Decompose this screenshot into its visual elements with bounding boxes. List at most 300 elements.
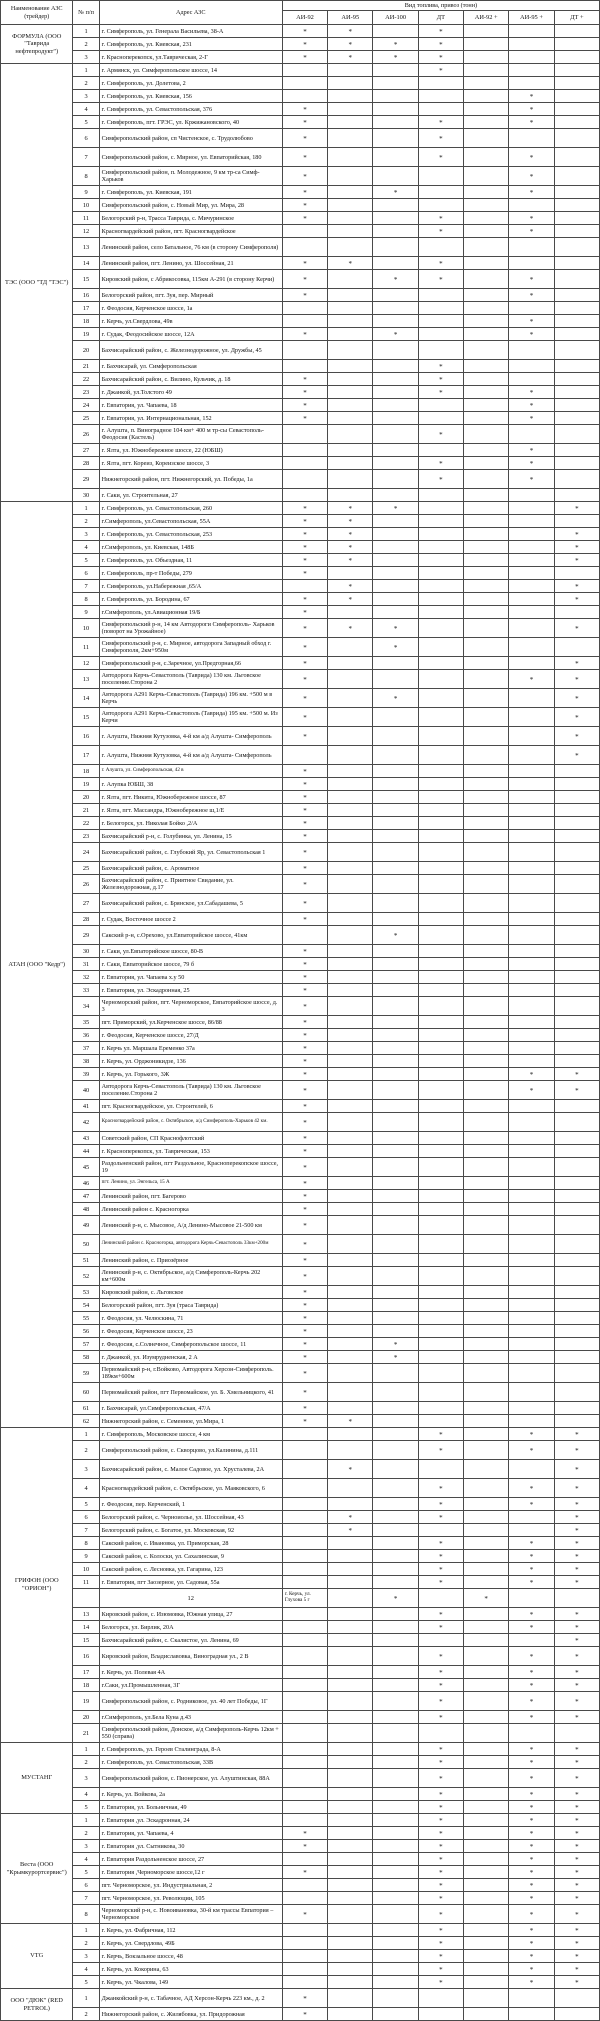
fuel-cell-ai92: *: [282, 502, 327, 515]
azs-address: Белогорский район, с. Богатое, ул. Московская, 92: [99, 1524, 282, 1537]
fuel-cell-ai92-plus: [464, 103, 509, 116]
fuel-cell-dt-plus: [554, 1158, 599, 1177]
fuel-cell-ai92-plus: [464, 1081, 509, 1100]
fuel-cell-ai95-plus: *: [509, 1905, 554, 1924]
fuel-cell-dt: [418, 657, 463, 670]
table-row: [1, 1081, 600, 1100]
table-row: [1, 444, 600, 457]
fuel-cell-ai95-plus: [509, 238, 554, 257]
azs-address: г. Армянск, ул. Симферопольское шоссе, 14: [99, 64, 282, 77]
fuel-cell-dt: [418, 1402, 463, 1415]
fuel-cell-ai92-plus: [464, 894, 509, 913]
azs-address: г. Феодосия, Керченское шоссе, 27/Д: [99, 1029, 282, 1042]
table-row: [1, 1905, 600, 1924]
fuel-cell-ai92: [282, 1679, 327, 1692]
fuel-cell-ai95: [328, 1647, 373, 1666]
fuel-cell-ai95: [328, 1190, 373, 1203]
row-number: [73, 1589, 99, 1608]
fuel-cell-dt: [418, 1589, 463, 1608]
fuel-cell-dt: *: [418, 212, 463, 225]
fuel-cell-ai92-plus: [464, 51, 509, 64]
fuel-cell-dt: *: [418, 373, 463, 386]
fuel-cell-ai92-plus: [464, 554, 509, 567]
fuel-cell-ai95: [328, 470, 373, 489]
trader-name-cell: ГРИФОН (ООО "ОРИОН"): [1, 1428, 73, 1743]
fuel-cell-dt-plus: *: [554, 708, 599, 727]
fuel-cell-ai92: [282, 1666, 327, 1679]
fuel-cell-ai100: [373, 412, 418, 425]
azs-address: г. Ялта, пгт. Кореиз, Кореизское шоссе, 3: [99, 457, 282, 470]
fuel-cell-ai92-plus: [464, 1177, 509, 1190]
fuel-cell-ai95-plus: [509, 199, 554, 212]
fuel-cell-ai92-plus: [464, 1479, 509, 1498]
fuel-cell-dt: *: [418, 270, 463, 289]
trader-name-cell: МУСТАНГ: [1, 1743, 73, 1814]
row-number: 3: [73, 90, 99, 103]
fuel-cell-ai95: [328, 1711, 373, 1724]
fuel-cell-ai100: [373, 1383, 418, 1402]
fuel-cell-ai92-plus: [464, 593, 509, 606]
fuel-cell-ai92: *: [282, 1158, 327, 1177]
azs-address: Кировский район, с. Изюмовка, Южная улица, 27: [99, 1608, 282, 1621]
fuel-cell-ai95: [328, 1963, 373, 1976]
fuel-cell-ai95-plus: [509, 515, 554, 528]
fuel-cell-ai92-plus: [464, 1550, 509, 1563]
azs-address: г. Евпатория, ул. Чапаева, 18: [99, 399, 282, 412]
fuel-cell-ai95-plus: *: [509, 1711, 554, 1724]
fuel-cell-ai92-plus: [464, 90, 509, 103]
fuel-cell-ai92-plus: [464, 1428, 509, 1441]
fuel-cell-ai95-plus: *: [509, 116, 554, 129]
azs-address: г. Джанкой, ул.Толстого 49: [99, 386, 282, 399]
header-fuel-dt-plus: ДТ +: [554, 11, 599, 25]
fuel-cell-dt: *: [418, 129, 463, 148]
fuel-cell-ai100: [373, 1441, 418, 1460]
table-row: [1, 1203, 600, 1216]
table-row: [1, 225, 600, 238]
fuel-cell-dt-plus: *: [554, 1769, 599, 1788]
fuel-cell-ai100: [373, 1029, 418, 1042]
fuel-cell-dt: [418, 199, 463, 212]
fuel-cell-ai95: [328, 1866, 373, 1879]
table-row: [1, 1286, 600, 1299]
fuel-cell-ai95: [328, 1989, 373, 2008]
fuel-cell-ai95-plus: [509, 894, 554, 913]
fuel-cell-dt: *: [418, 64, 463, 77]
fuel-cell-ai95-plus: [509, 1267, 554, 1286]
row-number: 32: [73, 971, 99, 984]
fuel-cell-dt-plus: *: [554, 1827, 599, 1840]
fuel-cell-dt: [418, 1267, 463, 1286]
row-number: 24: [73, 399, 99, 412]
fuel-cell-dt-plus: [554, 945, 599, 958]
fuel-cell-ai92: *: [282, 129, 327, 148]
fuel-cell-ai95-plus: *: [509, 1081, 554, 1100]
fuel-cell-ai95: [328, 315, 373, 328]
fuel-cell-dt: [418, 1383, 463, 1402]
fuel-cell-dt: *: [418, 1827, 463, 1840]
fuel-cell-ai100: [373, 1286, 418, 1299]
fuel-cell-ai92-plus: [464, 1235, 509, 1254]
fuel-cell-ai95: [328, 638, 373, 657]
fuel-cell-dt-plus: *: [554, 746, 599, 765]
fuel-cell-ai95: [328, 1743, 373, 1756]
fuel-cell-ai95-plus: [509, 425, 554, 444]
row-number: 5: [73, 554, 99, 567]
table-row: [1, 1989, 600, 2008]
fuel-cell-ai92: [282, 1524, 327, 1537]
fuel-cell-ai100: [373, 257, 418, 270]
azs-address: г. Керчь, ул. Свердлова, 49Б: [99, 1937, 282, 1950]
azs-address: г. Керчь, ул.Свердлова, 49в: [99, 315, 282, 328]
table-row: [1, 1666, 600, 1679]
fuel-cell-ai95: *: [328, 1511, 373, 1524]
fuel-cell-ai92: *: [282, 1132, 327, 1145]
fuel-cell-ai92: *: [282, 1383, 327, 1402]
fuel-cell-dt: [418, 1029, 463, 1042]
table-header: [1, 1, 600, 25]
fuel-cell-ai100: [373, 528, 418, 541]
fuel-cell-ai95-plus: [509, 1235, 554, 1254]
fuel-cell-dt: *: [418, 225, 463, 238]
fuel-cell-ai92: *: [282, 1351, 327, 1364]
fuel-cell-ai92: [282, 1801, 327, 1814]
fuel-cell-ai92: [282, 746, 327, 765]
row-number: 11: [73, 1576, 99, 1589]
fuel-cell-ai100: [373, 593, 418, 606]
fuel-cell-ai92-plus: [464, 1647, 509, 1666]
fuel-cell-ai95: [328, 1441, 373, 1460]
header-fuel-ai100: АИ-100: [373, 11, 418, 25]
fuel-cell-ai95-plus: [509, 791, 554, 804]
fuel-cell-dt: *: [418, 1711, 463, 1724]
row-number: 2: [73, 2008, 99, 2021]
azs-address: Белогорский район, пгт. Зуя (траса Таврида): [99, 1299, 282, 1312]
fuel-cell-ai95: [328, 1769, 373, 1788]
azs-address: Ленинский район, с. Приозёрное: [99, 1254, 282, 1267]
fuel-cell-dt: *: [418, 1621, 463, 1634]
fuel-cell-ai95-plus: *: [509, 289, 554, 302]
azs-address: Джанкойский р-н, с. Табачное, АД Херсон-Керчь 223 км., д. 2: [99, 1989, 282, 2008]
fuel-cell-dt-plus: *: [554, 689, 599, 708]
fuel-cell-ai92: *: [282, 212, 327, 225]
table-row: [1, 817, 600, 830]
fuel-cell-ai95-plus: [509, 1351, 554, 1364]
fuel-cell-dt-plus: [554, 1177, 599, 1190]
fuel-cell-dt: [418, 1100, 463, 1113]
fuel-cell-ai95: [328, 1608, 373, 1621]
row-number: 6: [73, 129, 99, 148]
row-number: 37: [73, 1042, 99, 1055]
table-row: [1, 1158, 600, 1177]
fuel-cell-ai92: *: [282, 843, 327, 862]
fuel-cell-ai92-plus: [464, 1100, 509, 1113]
azs-address: пгт. Приморский, ул.Керченское шоссе, 86/88: [99, 1016, 282, 1029]
fuel-cell-ai100: [373, 894, 418, 913]
fuel-cell-ai92: *: [282, 727, 327, 746]
fuel-cell-ai92-plus: [464, 1338, 509, 1351]
fuel-cell-ai95-plus: *: [509, 1853, 554, 1866]
fuel-cell-ai95: [328, 1267, 373, 1286]
azs-address: Бахчисарайский район, с. Приятное Свидание, ул. Железнодорожная, д.17: [99, 875, 282, 894]
fuel-cell-ai92-plus: [464, 1042, 509, 1055]
azs-address: г.Симферополь, ул. Киевская, 148Б: [99, 541, 282, 554]
row-number: 29: [73, 926, 99, 945]
azs-address: г. Керчь, ул. Орджоникидзе, 136: [99, 1055, 282, 1068]
table-row: [1, 894, 600, 913]
azs-address: г. Симферополь, пгт. ГРЭС, ул. Кржижановского, 40: [99, 116, 282, 129]
fuel-cell-ai95: [328, 913, 373, 926]
fuel-cell-ai95: [328, 1364, 373, 1383]
fuel-cell-ai92-plus: [464, 1866, 509, 1879]
fuel-cell-ai95-plus: *: [509, 186, 554, 199]
fuel-cell-dt-plus: *: [554, 1950, 599, 1963]
fuel-cell-dt-plus: [554, 804, 599, 817]
fuel-cell-ai92: *: [282, 38, 327, 51]
fuel-cell-dt-plus: [554, 341, 599, 360]
fuel-cell-ai92-plus: [464, 1608, 509, 1621]
fuel-cell-ai100: [373, 1634, 418, 1647]
fuel-cell-ai95-plus: [509, 843, 554, 862]
fuel-cell-ai92-plus: [464, 328, 509, 341]
fuel-cell-dt-plus: [554, 1132, 599, 1145]
fuel-cell-ai92: [282, 489, 327, 502]
fuel-cell-ai95-plus: *: [509, 1692, 554, 1711]
fuel-cell-ai92: *: [282, 148, 327, 167]
row-number: 20: [73, 341, 99, 360]
fuel-cell-ai92: *: [282, 708, 327, 727]
fuel-cell-ai95-plus: [509, 926, 554, 945]
fuel-cell-ai92-plus: [464, 1576, 509, 1589]
fuel-cell-ai92: *: [282, 1055, 327, 1068]
azs-address: г. Симферополь, ул. Генерала Васильева, 38-А: [99, 25, 282, 38]
fuel-cell-ai92-plus: [464, 1415, 509, 1428]
fuel-cell-dt-plus: [554, 25, 599, 38]
fuel-cell-ai95: [328, 1563, 373, 1576]
fuel-cell-ai95: *: [328, 38, 373, 51]
fuel-cell-ai92: [282, 1621, 327, 1634]
fuel-cell-ai95-plus: *: [509, 167, 554, 186]
row-number: 3: [73, 1460, 99, 1479]
fuel-cell-ai95-plus: [509, 580, 554, 593]
fuel-cell-ai92: *: [282, 328, 327, 341]
fuel-cell-dt-plus: [554, 1325, 599, 1338]
fuel-cell-ai100: [373, 238, 418, 257]
row-number: 2: [73, 1937, 99, 1950]
fuel-cell-ai95-plus: *: [509, 1666, 554, 1679]
table-row: [1, 541, 600, 554]
row-number: 48: [73, 1203, 99, 1216]
fuel-cell-ai92: [282, 1576, 327, 1589]
fuel-cell-ai92-plus: [464, 984, 509, 997]
fuel-cell-dt-plus: *: [554, 1550, 599, 1563]
fuel-cell-dt: *: [418, 1963, 463, 1976]
row-number: 35: [73, 1016, 99, 1029]
fuel-cell-dt: *: [418, 1666, 463, 1679]
row-number: 60: [73, 1383, 99, 1402]
fuel-cell-ai92: *: [282, 1042, 327, 1055]
fuel-cell-ai95: *: [328, 619, 373, 638]
fuel-cell-ai92-plus: [464, 341, 509, 360]
fuel-cell-ai95-plus: *: [509, 270, 554, 289]
fuel-cell-dt-plus: *: [554, 727, 599, 746]
fuel-cell-ai95-plus: [509, 1312, 554, 1325]
fuel-cell-ai92: [282, 425, 327, 444]
row-number: 9: [73, 1550, 99, 1563]
row-number: 14: [73, 1621, 99, 1634]
fuel-cell-dt: [418, 1190, 463, 1203]
fuel-cell-ai95-plus: [509, 984, 554, 997]
azs-address: Ленинский р-н, с. Мысовое, А/д Ленино-Мысовое 21-500 км: [99, 1216, 282, 1235]
azs-address: Нижнегорский район, с. Жилябовка, ул. Придорожная: [99, 2008, 282, 2021]
fuel-cell-ai92-plus: [464, 1190, 509, 1203]
table-row: [1, 804, 600, 817]
fuel-cell-ai100: *: [373, 1338, 418, 1351]
fuel-cell-dt-plus: [554, 90, 599, 103]
fuel-cell-dt: *: [418, 1924, 463, 1937]
row-number: 52: [73, 1267, 99, 1286]
fuel-cell-ai92-plus: [464, 1132, 509, 1145]
trader-name-cell: Веста (ООО "Крымкурортсервис"): [1, 1814, 73, 1924]
fuel-cell-ai92-plus: [464, 1853, 509, 1866]
fuel-cell-ai92: [282, 1479, 327, 1498]
fuel-cell-ai92-plus: [464, 1511, 509, 1524]
fuel-cell-ai100: *: [373, 328, 418, 341]
azs-address: г. Симферополь, Московское шоссе, 4 км: [99, 1428, 282, 1441]
fuel-cell-ai95-plus: *: [509, 1537, 554, 1550]
row-number: 1: [73, 1924, 99, 1937]
fuel-cell-ai92-plus: [464, 746, 509, 765]
table-row: [1, 257, 600, 270]
azs-address: Симферопольский р-н, 14 км Автодороги Симферополь- Харьков (поворот на Урожайное): [99, 619, 282, 638]
row-number: 27: [73, 894, 99, 913]
fuel-cell-ai95: [328, 1254, 373, 1267]
fuel-cell-ai95-plus: [509, 638, 554, 657]
fuel-cell-ai92-plus: [464, 1068, 509, 1081]
row-number: 38: [73, 1055, 99, 1068]
fuel-cell-ai95: [328, 270, 373, 289]
fuel-cell-ai100: [373, 1235, 418, 1254]
fuel-cell-dt: [418, 1724, 463, 1743]
fuel-cell-dt: *: [418, 360, 463, 373]
fuel-cell-ai100: *: [373, 1351, 418, 1364]
fuel-cell-ai92: *: [282, 1029, 327, 1042]
fuel-cell-ai100: [373, 1016, 418, 1029]
azs-address: Сакский район, с. Лесновка, ул. Гагарина, 123: [99, 1563, 282, 1576]
fuel-cell-dt-plus: *: [554, 1743, 599, 1756]
fuel-cell-dt: *: [418, 470, 463, 489]
row-number: 5: [73, 1976, 99, 1989]
azs-address: Ленинский район, пгт. Ленино, ул. Шоссейная, 21: [99, 257, 282, 270]
fuel-cell-ai100: [373, 1498, 418, 1511]
fuel-cell-dt: *: [418, 1498, 463, 1511]
fuel-cell-dt-plus: *: [554, 1692, 599, 1711]
azs-address: г. Керчь, ул. Горького, 3Ж: [99, 1068, 282, 1081]
fuel-cell-ai92-plus: [464, 1299, 509, 1312]
fuel-cell-ai95: [328, 830, 373, 843]
row-number: 31: [73, 958, 99, 971]
row-number: 57: [73, 1338, 99, 1351]
fuel-cell-ai95: [328, 689, 373, 708]
fuel-cell-ai95-plus: [509, 817, 554, 830]
fuel-cell-ai95: [328, 1402, 373, 1415]
fuel-cell-ai95: [328, 1692, 373, 1711]
fuel-cell-ai95-plus: [509, 1589, 554, 1608]
azs-address: Белогорский район, с. Черноиолье, ул. Шоссейная, 43: [99, 1511, 282, 1524]
row-number: 26: [73, 875, 99, 894]
fuel-cell-ai95-plus: [509, 1203, 554, 1216]
fuel-cell-ai92: *: [282, 765, 327, 778]
fuel-cell-ai95-plus: *: [509, 1976, 554, 1989]
row-number: 10: [73, 619, 99, 638]
fuel-cell-ai100: [373, 984, 418, 997]
table-row: [1, 51, 600, 64]
fuel-cell-dt-plus: [554, 302, 599, 315]
fuel-cell-ai95: *: [328, 515, 373, 528]
row-number: 3: [73, 1840, 99, 1853]
fuel-cell-dt: *: [418, 1976, 463, 1989]
fuel-cell-ai95-plus: [509, 2008, 554, 2021]
row-number: 27: [73, 444, 99, 457]
fuel-cell-ai95: [328, 328, 373, 341]
azs-address: г. Евпатория, ул. Чапаева, 4: [99, 1827, 282, 1840]
fuel-cell-ai95-plus: *: [509, 148, 554, 167]
fuel-cell-dt: [418, 1177, 463, 1190]
fuel-cell-dt: [418, 554, 463, 567]
row-number: 59: [73, 1364, 99, 1383]
fuel-cell-dt: [418, 289, 463, 302]
fuel-cell-ai92-plus: [464, 1924, 509, 1937]
fuel-cell-ai95-plus: *: [509, 1647, 554, 1666]
fuel-cell-ai92-plus: [464, 958, 509, 971]
row-number: 25: [73, 412, 99, 425]
fuel-cell-dt: [418, 1132, 463, 1145]
fuel-cell-ai92: *: [282, 1235, 327, 1254]
fuel-cell-ai92: *: [282, 1254, 327, 1267]
azs-address: г. Керчь, ул. Фабричная, 112: [99, 1924, 282, 1937]
fuel-cell-ai95: [328, 727, 373, 746]
fuel-cell-ai100: [373, 373, 418, 386]
fuel-cell-ai92: *: [282, 997, 327, 1016]
fuel-cell-ai95: [328, 708, 373, 727]
fuel-cell-ai92: *: [282, 373, 327, 386]
fuel-cell-dt: [418, 515, 463, 528]
fuel-cell-ai92: *: [282, 1081, 327, 1100]
fuel-cell-ai95: [328, 1634, 373, 1647]
fuel-cell-ai95-plus: [509, 1460, 554, 1479]
azs-address: г. Саки, ул.Евпаторийское шоссе, 80-В: [99, 945, 282, 958]
fuel-cell-ai92-plus: [464, 1441, 509, 1460]
fuel-cell-ai95-plus: *: [509, 1563, 554, 1576]
row-number: 34: [73, 997, 99, 1016]
fuel-cell-ai92: [282, 1937, 327, 1950]
fuel-cell-dt: *: [418, 1647, 463, 1666]
fuel-cell-ai95: [328, 1666, 373, 1679]
fuel-cell-ai95-plus: [509, 360, 554, 373]
fuel-cell-ai95-plus: [509, 1383, 554, 1402]
fuel-cell-ai95: *: [328, 51, 373, 64]
fuel-cell-ai95: [328, 657, 373, 670]
fuel-cell-ai95-plus: *: [509, 315, 554, 328]
table-row: [1, 470, 600, 489]
row-number: 4: [73, 103, 99, 116]
fuel-cell-ai95: [328, 457, 373, 470]
fuel-cell-ai92-plus: [464, 1976, 509, 1989]
table-row: [1, 302, 600, 315]
row-number: 14: [73, 257, 99, 270]
fuel-cell-ai92-plus: [464, 302, 509, 315]
fuel-cell-ai92: [282, 90, 327, 103]
